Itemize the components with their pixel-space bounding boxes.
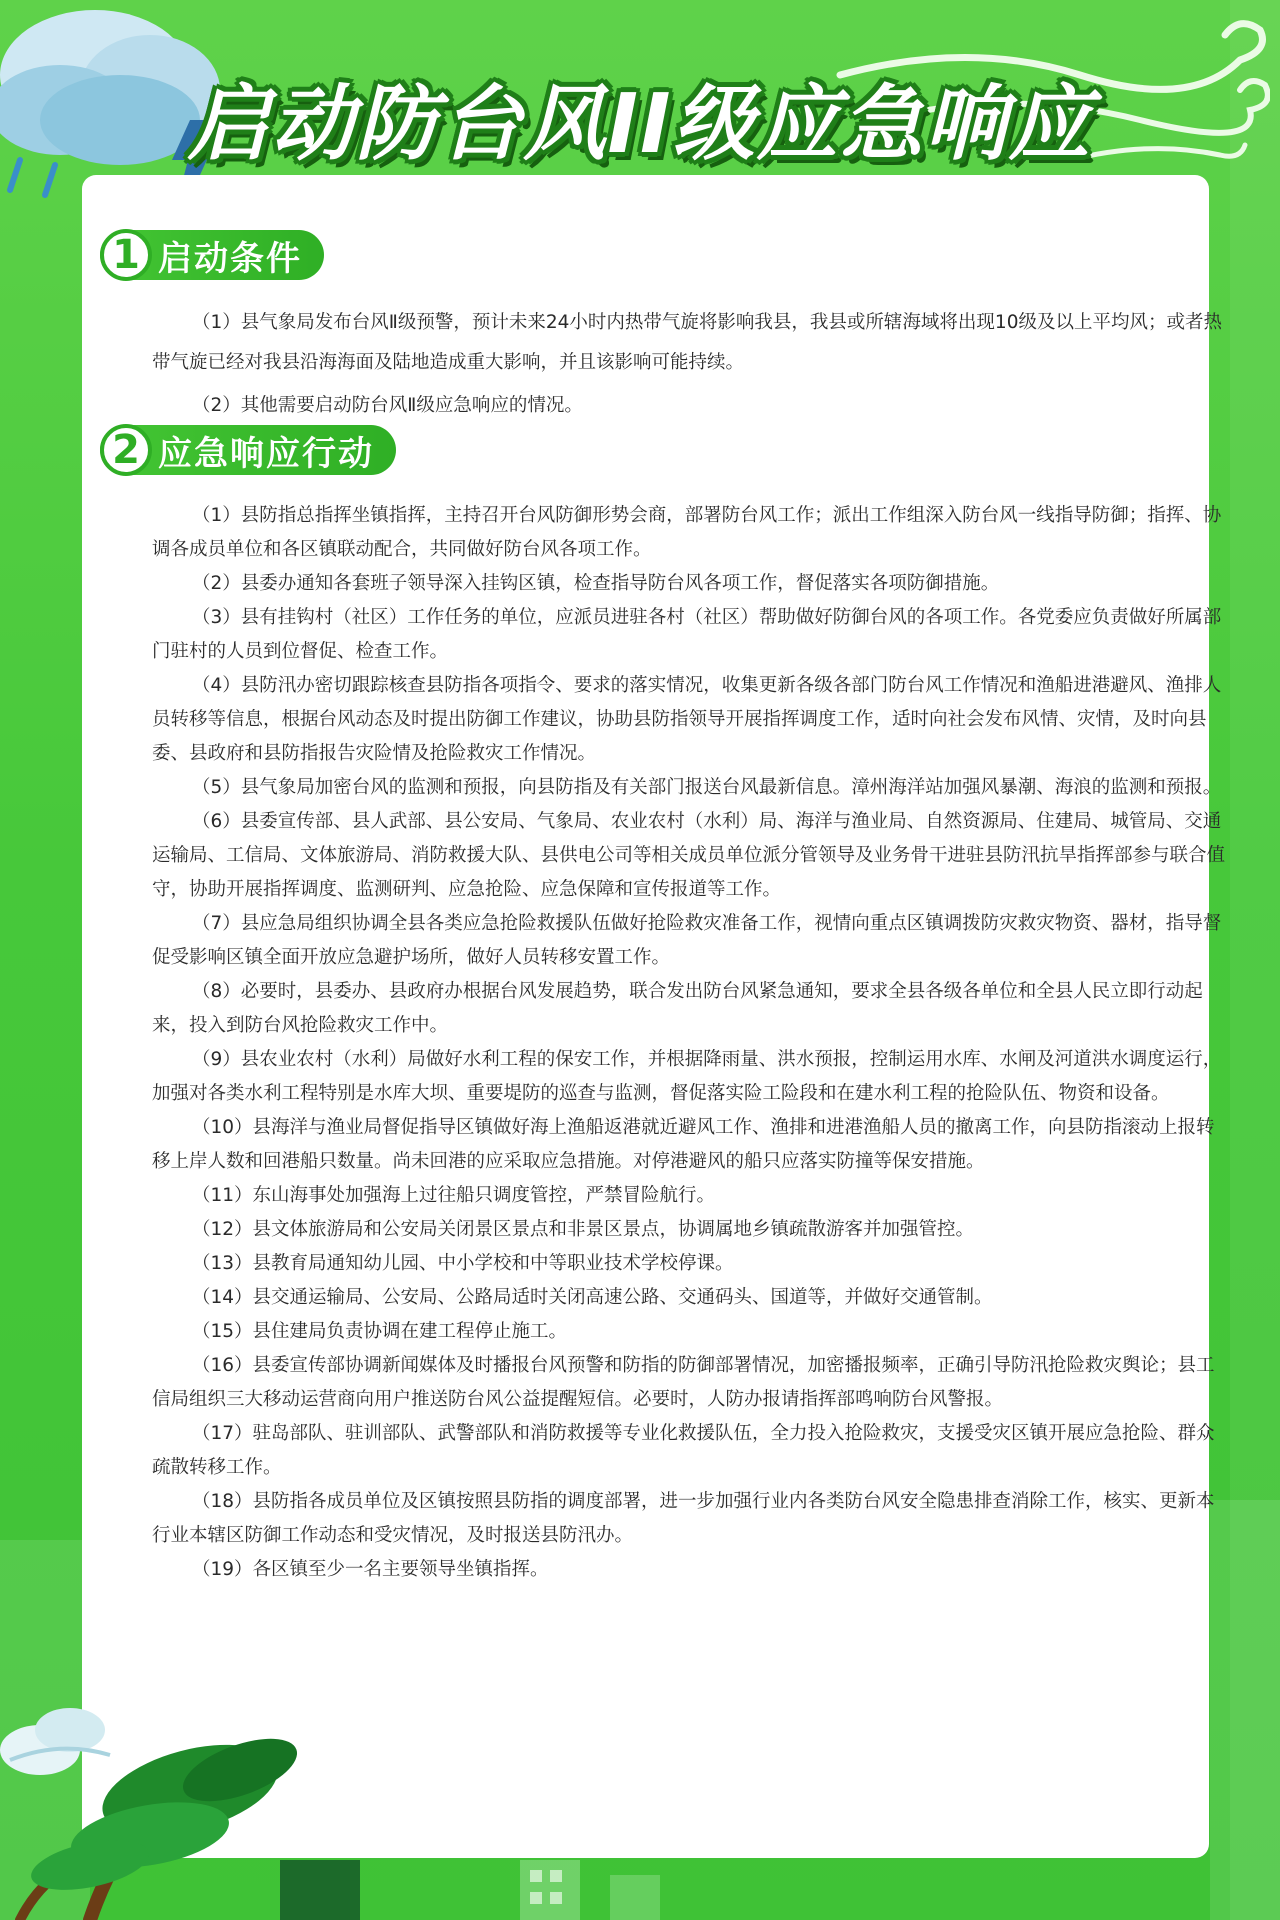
section-1-title: 启动条件 — [158, 238, 302, 279]
condition-item: （1）县气象局发布台风Ⅱ级预警，预计未来24小时内热带气旋将影响我县，我县或所辖海域将出现10级及以上平均风；或者热带气旋已经对我县沿海海面及陆地造成重大影响，并且该影响可能持续。 — [152, 312, 1222, 373]
section-1-number: 1 — [100, 229, 152, 281]
action-item: （1）县防指总指挥坐镇指挥，主持召开台风防御形势会商，部署防台风工作；派出工作组深入防台风一线指导防御；指挥、协调各成员单位和各区镇联动配合，共同做好防台风各项工作。 — [152, 505, 1222, 560]
condition-item: （2）其他需要启动防台风Ⅱ级应急响应的情况。 — [192, 395, 583, 416]
action-item: （12）县文体旅游局和公安局关闭景区景点和非景区景点，协调属地乡镇疏散游客并加强管控。 — [192, 1219, 975, 1240]
action-item: （2）县委办通知各套班子领导深入挂钩区镇，检查指导防台风各项工作，督促落实各项防御措施。 — [192, 573, 1000, 594]
action-item: （5）县气象局加密台风的监测和预报，向县防指及有关部门报送台风最新信息。漳州海洋站加强风暴潮、海浪的监测和预报。 — [192, 777, 1222, 798]
action-item: （18）县防指各成员单位及区镇按照县防指的调度部署，进一步加强行业内各类防台风安全隐患排查消除工作，核实、更新本行业本辖区防御工作动态和受灾情况，及时报送县防汛办。 — [152, 1491, 1215, 1546]
action-item: （17）驻岛部队、驻训部队、武警部队和消防救援等专业化救援队伍，全力投入抢险救灾，支援受灾区镇开展应急抢险、群众疏散转移工作。 — [152, 1423, 1215, 1478]
tree-wind-icon — [0, 1660, 360, 1920]
action-item: （8）必要时，县委办、县政府办根据台风发展趋势，联合发出防台风紧急通知，要求全县各级各单位和全县人民立即行动起来，投入到防台风抢险救灾工作中。 — [152, 981, 1203, 1036]
action-item: （7）县应急局组织协调全县各类应急抢险救援队伍做好抢险救灾准备工作，视情向重点区镇调拨防灾救灾物资、器材，指导督促受影响区镇全面开放应急避护场所，做好人员转移安置工作。 — [152, 913, 1222, 968]
section-2-pill — [100, 425, 396, 475]
section-2-header — [100, 425, 396, 475]
building-blocks-decoration — [520, 1850, 920, 1920]
action-item: （10）县海洋与渔业局督促指导区镇做好海上渔船返港就近避风工作、渔排和进港渔船人员的撤离工作，向县防指滚动上报转移上岸人数和回港船只数量。尚未回港的应采取应急措施。对停港避风的船只应落实防撞等保安措施。 — [152, 1117, 1215, 1172]
action-item: （15）县住建局负责协调在建工程停止施工。 — [192, 1321, 568, 1342]
section-2-body — [152, 499, 1227, 1587]
action-item: （14）县交通运输局、公安局、公路局适时关闭高速公路、交通码头、国道等，并做好交通管制。 — [192, 1287, 993, 1308]
section-2-title: 应急响应行动 — [158, 433, 374, 474]
action-item: （16）县委宣传部协调新闻媒体及时播报台风预警和防指的防御部署情况，加密播报频率，正确引导防汛抢险救灾舆论；县工信局组织三大移动运营商向用户推送防台风公益提醒短信。必要时，人防办报请指挥部鸣响防台风警报。 — [152, 1355, 1215, 1410]
section-1-body — [152, 303, 1227, 426]
section-1-header — [100, 230, 324, 280]
action-item: （6）县委宣传部、县人武部、县公安局、气象局、农业农村（水利）局、海洋与渔业局、自然资源局、住建局、城管局、交通运输局、工信局、文体旅游局、消防救援大队、县供电公司等相关成员单位派分管领导及业务骨干进驻县防汛抗旱指挥部参与联合值守，协助开展指挥调度、监测研判、应急抢险、应急保障和宣传报道等工作。 — [152, 811, 1226, 900]
action-item: （4）县防汛办密切跟踪核查县防指各项指令、要求的落实情况，收集更新各级各部门防台风工作情况和渔船进港避风、渔排人员转移等信息，根据台风动态及时提出防御工作建议，协助县防指领导开展指挥调度工作，适时向社会发布风情、灾情，及时向县委、县政府和县防指报告灾险情及抢险救灾工作情况。 — [152, 675, 1222, 764]
light-column — [1230, 0, 1280, 1920]
action-item: （11）东山海事处加强海上过往船只调度管控，严禁冒险航行。 — [192, 1185, 716, 1206]
action-item: （13）县教育局通知幼儿园、中小学校和中等职业技术学校停课。 — [192, 1253, 734, 1274]
action-item: （9）县农业农村（水利）局做好水利工程的保安工作，并根据降雨量、洪水预报，控制运用水库、水闸及河道洪水调度运行，加强对各类水利工程特别是水库大坝、重要堤防的巡查与监测，督促落实险工险段和在建水利工程的抢险队伍、物资和设备。 — [152, 1049, 1222, 1104]
action-item: （19）各区镇至少一名主要领导坐镇指挥。 — [192, 1559, 549, 1580]
action-item: （3）县有挂钩村（社区）工作任务的单位，应派员进驻各村（社区）帮助做好防御台风的各项工作。各党委应负责做好所属部门驻村的人员到位督促、检查工作。 — [152, 607, 1222, 662]
section-2-number: 2 — [100, 424, 152, 476]
section-1-pill — [100, 230, 324, 280]
page-title: 启动防台风II级应急响应 — [187, 77, 1093, 172]
content-panel — [82, 175, 1226, 1858]
